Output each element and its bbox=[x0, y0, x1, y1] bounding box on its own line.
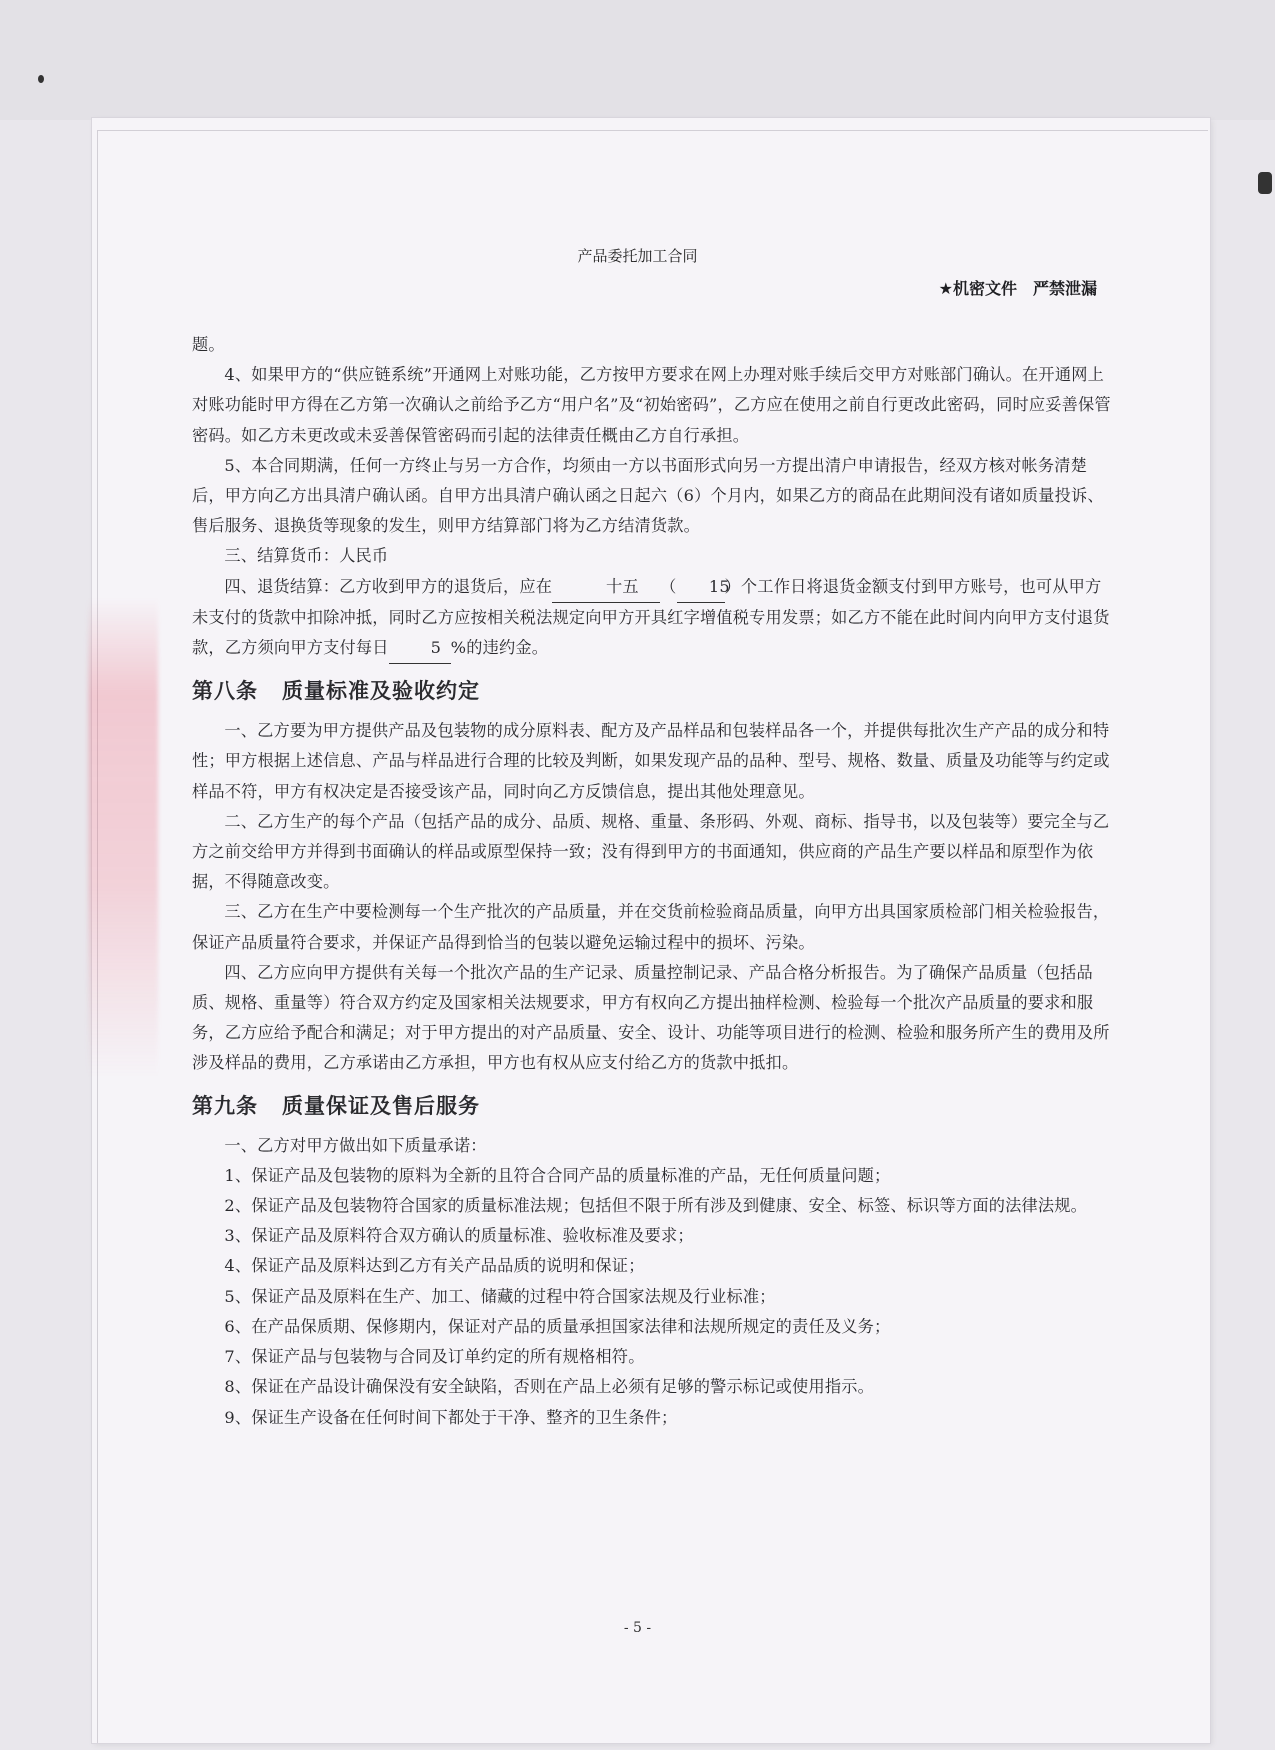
article-9-item: 4、保证产品及原料达到乙方有关产品品质的说明和保证； bbox=[224, 1256, 645, 1276]
paragraph-continuation: 题。 bbox=[192, 335, 225, 354]
article-8-item: 二、乙方生产的每个产品（包括产品的成分、品质、规格、重量、条形码、外观、商标、指导书，以及包装等）要完全与乙方之前交给甲方并得到书面确认的样品或原型保持一致；没有得到甲方的书面通知，供应商的产品生产要以样品和原型作为依据，不得随意改变。 bbox=[192, 811, 1110, 892]
article-8-item: 三、乙方在生产中要检测每一个生产批次的产品质量，并在交货前检验商品质量，向甲方出具国家质检部门相关检验报告，保证产品质量符合要求，并保证产品得到恰当的包装以避免运输过程中的损坏、污染。 bbox=[192, 902, 1110, 952]
article-9-item: 2、保证产品及包装物符合国家的质量标准法规；包括但不限于所有涉及到健康、安全、标签、标识等方面的法律法规。 bbox=[224, 1196, 1088, 1216]
scan-speck bbox=[1258, 172, 1272, 194]
article-9-item: 3、保证产品及原料符合双方确认的质量标准、验收标准及要求； bbox=[224, 1226, 694, 1246]
article-9-intro: 一、乙方对甲方做出如下质量承诺： bbox=[224, 1135, 487, 1155]
return-days-chinese: 十五 bbox=[552, 572, 660, 603]
return-days-number: 15 bbox=[677, 572, 725, 603]
paragraph-return-settlement bbox=[192, 572, 1112, 665]
scan-background bbox=[0, 0, 1275, 120]
document-body bbox=[192, 330, 1112, 1433]
article-9-title: 质量保证及售后服务 bbox=[282, 1093, 480, 1118]
article-9-number: 第九条 bbox=[192, 1093, 258, 1118]
return-text-c: ）个工作日将退货金额支付到甲方账号，也可从甲方未支付的货款中扣除冲抵，同时乙方应按相关税法规定向甲方开具红字增值税专用发票；如乙方不能在此时间内向甲方支付退货款，乙方须向甲方支付每日 bbox=[192, 576, 1110, 658]
return-text-a: 四、退货结算：乙方收到甲方的退货后，应在 bbox=[224, 576, 553, 596]
article-9-item: 5、保证产品及原料在生产、加工、储藏的过程中符合国家法规及行业标准； bbox=[224, 1286, 776, 1306]
article-8-title: 质量标准及验收约定 bbox=[282, 679, 480, 704]
article-9-item: 1、保证产品及包装物的原料为全新的且符合合同产品的质量标准的产品，无任何质量问题； bbox=[224, 1165, 891, 1185]
article-9-item: 7、保证产品与包装物与合同及订单约定的所有规格相符。 bbox=[224, 1347, 645, 1367]
penalty-rate: 5 bbox=[389, 633, 451, 664]
article-9-heading bbox=[192, 1085, 1112, 1127]
paragraph-contract-expiry: 5、本合同期满，任何一方终止与另一方合作，均须由一方以书面形式向另一方提出清户申请报告，经双方核对帐务清楚后，甲方向乙方出具清户确认函。自甲方出具清户确认函之日起六（6）个月内，如果乙方的商品在此期间没有诸如质量投诉、售后服务、退换货等现象的发生，则甲方结算部门将为乙方结清货款。 bbox=[192, 455, 1104, 536]
scan-speck bbox=[38, 75, 44, 83]
confidential-label: ★机密文件 严禁泄漏 bbox=[938, 279, 1097, 298]
article-9-item: 8、保证在产品设计确保没有安全缺陷，否则在产品上必须有足够的警示标记或使用指示。 bbox=[224, 1377, 874, 1397]
article-8-heading bbox=[192, 670, 1112, 712]
return-text-b: （ bbox=[660, 576, 677, 596]
paragraph-settlement-currency: 三、结算货币：人民币 bbox=[224, 546, 389, 566]
article-9-item: 9、保证生产设备在任何时间下都处于干净、整齐的卫生条件； bbox=[224, 1407, 678, 1427]
article-8-number: 第八条 bbox=[192, 679, 258, 704]
page-number: - 5 - bbox=[623, 1620, 652, 1636]
article-9-item: 6、在产品保质期、保修期内，保证对产品的质量承担国家法律和法规所规定的责任及义务； bbox=[224, 1316, 891, 1336]
red-seal-stamp bbox=[88, 598, 158, 1078]
document-header-title: 产品委托加工合同 bbox=[577, 247, 698, 265]
return-text-d: %的违约金。 bbox=[450, 638, 549, 658]
paragraph-online-reconciliation: 4、如果甲方的“供应链系统”开通网上对账功能，乙方按甲方要求在网上办理对账手续后交甲方对账部门确认。在开通网上对账功能时甲方得在乙方第一次确认之前给予乙方“用户名”及“初始密码”，乙方应在使用之前自行更改此密码，同时应妥善保管密码。如乙方未更改或未妥善保管密码而引起的法律责任概由乙方自行承担。 bbox=[192, 365, 1111, 445]
article-8-item: 一、乙方要为甲方提供产品及包装物的成分原料表、配方及产品样品和包装样品各一个，并提供每批次生产产品的成分和特性；甲方根据上述信息、产品与样品进行合理的比较及判断，如果发现产品的品种、型号、规格、数量、质量及功能等与约定或样品不符，甲方有权决定是否接受该产品，同时向乙方反馈信息，提出其他处理意见。 bbox=[192, 721, 1110, 801]
article-8-item: 四、乙方应向甲方提供有关每一个批次产品的生产记录、质量控制记录、产品合格分析报告。为了确保产品质量（包括品质、规格、重量等）符合双方约定及国家相关法规要求，甲方有权向乙方提出抽样检测、检验每一个批次产品质量的要求和服务，乙方应给予配合和满足；对于甲方提出的对产品质量、安全、设计、功能等项目进行的检测、检验和服务所产生的费用及所涉及样品的费用，乙方承诺由乙方承担，甲方也有权从应支付给乙方的货款中抵扣。 bbox=[192, 962, 1110, 1073]
